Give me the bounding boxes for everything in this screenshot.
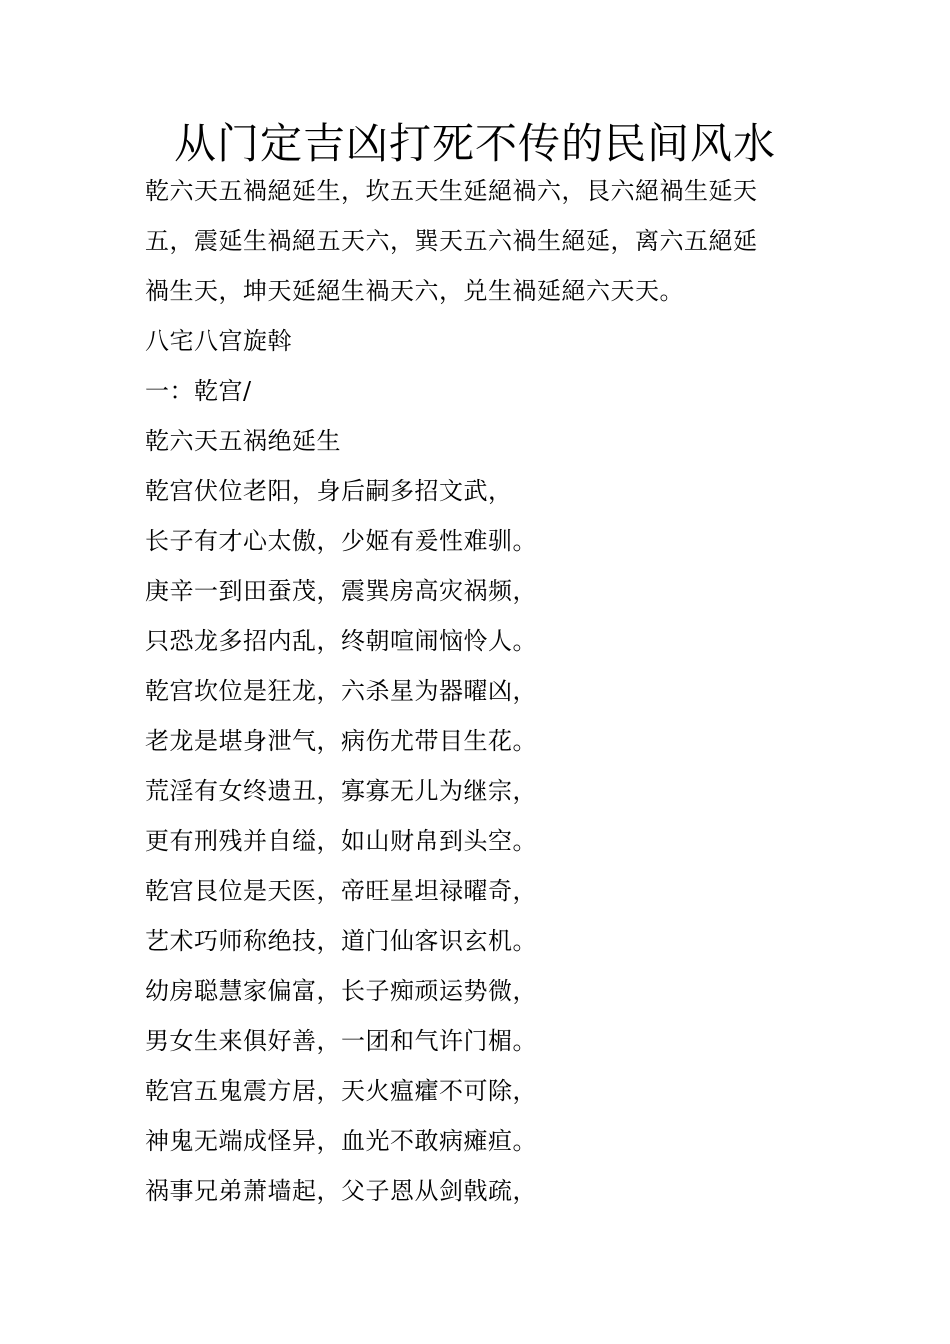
formula-line: 乾六天五祸绝延生 (145, 427, 341, 455)
verse-line: 更有刑残并自缢，如山财帛到头空。 (145, 827, 537, 855)
verse-line: 庚辛一到田蚕茂，震巽房高灾祸频， (145, 577, 537, 605)
intro-line: 五，震延生禍絕五天六，巽天五六禍生絕延，离六五絕延 (145, 227, 758, 255)
text-lines (145, 316, 825, 1216)
section-heading: 八宅八宫旋斡 (145, 327, 292, 355)
verse-line: 老龙是堪身泄气，病伤尤带目生花。 (145, 727, 537, 755)
verse-line: 神鬼无端成怪异，血光不敢病瘫疸。 (145, 1127, 537, 1155)
section-subheading: 一：乾宫/ (145, 377, 252, 405)
verse-line: 只恐龙多招内乱，终朝喧闹恼怜人。 (145, 627, 537, 655)
verse-line: 幼房聪慧家偏富，长子痴顽运势微， (145, 977, 537, 1005)
verse-line: 乾宫五鬼震方居，天火瘟癨不可除， (145, 1077, 537, 1105)
page-title: 从门定吉凶打死不传的民间风水 (173, 119, 776, 168)
verse-line: 男女生来俱好善，一团和气许门楣。 (145, 1027, 537, 1055)
verse-line: 乾宫艮位是天医，帝旺星坦禄曜奇， (145, 877, 537, 905)
verse-line: 祸事兄弟萧墙起，父子恩从剑戟疏， (145, 1177, 537, 1205)
intro-line: 乾六天五禍絕延生，坎五天生延絕禍六，艮六絕禍生延天 (145, 177, 758, 205)
intro-paragraph (145, 166, 815, 316)
verse-line: 乾宫坎位是狂龙，六杀星为器曜凶， (145, 677, 537, 705)
verse-line: 乾宫伏位老阳，身后嗣多招文武， (145, 477, 513, 505)
verse-line: 荒淫有女终遗丑，寡寡无儿为继宗， (145, 777, 537, 805)
verse-line: 艺术巧师称绝技，道门仙客识玄机。 (145, 927, 537, 955)
verse-line: 长子有才心太傲，少姬有爰性难驯。 (145, 527, 537, 555)
intro-line: 禍生天，坤天延絕生禍天六，兑生禍延絕六天天。 (145, 277, 684, 305)
